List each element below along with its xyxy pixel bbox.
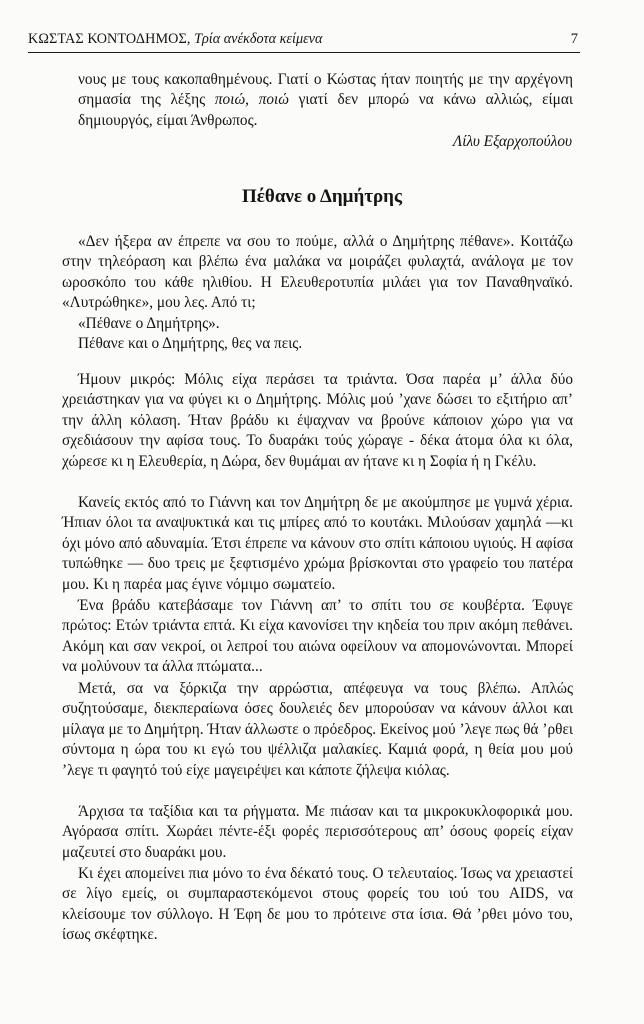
opening-paragraph: Πέθανε και ο Δημήτρης, θες να πεις. (78, 335, 303, 352)
running-header (28, 30, 580, 53)
intro-signature: Λίλυ Εξαρχοπούλου (452, 133, 572, 150)
page-number: 7 (570, 31, 578, 47)
intro-italic-word-1: ποιώ (214, 91, 246, 109)
intro-paragraph (78, 70, 573, 131)
header-author: ΚΩΣΤΑΣ ΚΟΝΤΟΔΗΜΟΣ, (28, 31, 191, 47)
opening-paragraph: «Πέθανε ο Δημήτρης». (78, 315, 220, 332)
intro-text-3: γιατί δεν μπορώ να κάνω αλλιώς, είμαι δημιουργός, είμαι Άνθρωπος. (78, 91, 573, 129)
body-paragraph: Άρχισα τα ταξίδια και τα ρήγματα. Με πιάσαν και τα μικροκυκλοφορικά μου. Αγόρασα σπίτι. Χωράει πέντε-έξι φορές περισσότερους απ’ όσους φορείς είχαν μαζευτεί στο δυαράκι μου. (62, 803, 573, 861)
intro-italic-word-2: ποιώ (258, 91, 289, 109)
body-paragraph: Ένα βράδυ κατεβάσαμε τον Γιάννη απ’ το σπίτι του σε κουβέρτα. Έφυγε πρώτος: Ετών τριάντα επτά. Κι είχα κανονίσει την κηδεία του πριν ακόμη πεθάνει. Ακόμη και σαν νεκροί, οι λεπροί του αιώνα οφείλουν να απομονώνονται. Μπορεί να μολύνουν τα άλλα πτώματα... (62, 597, 573, 676)
body-paragraph: Κι έχει απομείνει πια μόνο το ένα δέκατό τους. Ο τελευταίος. Ίσως να χρειαστεί σε λίγο εμείς, οι συμπαραστεκόμενοι στους φορείς του ιού του AIDS, να κλείσουμε τον σύλλογο. Η Έφη δε μου το πρότεινε στα ίσια. Θά ’ρθει μόνο του, ίσως σκέφτηκε. (62, 865, 573, 944)
chapter-title: Πέθανε ο Δημήτρης (242, 186, 402, 207)
intro-text-1: νους με τους κακοπαθημένους. Γιατί ο Κώστας ήταν ποιητής με την αρχέγονη σημασία της λέξης (78, 71, 573, 109)
body-paragraph: Κανείς εκτός από το Γιάννη και τον Δημήτρη δε με ακούμπησε με γυμνά χέρια. Ήπιαν όλοι τα αναψυκτικά και τις μπίρες από το κουτάκι. Μιλούσαν χαμηλά —κι όχι μόνο από αδυναμία. Έτσι έπρεπε να κάνουν στο σπίτι κάποιου υγιούς. Η αφίσα τυπώθηκε — δυο τρεις με ξεφτισμένο χρώμα βρίσκονται στο γραφείο του πατέρα μου. Κι η παρέα μας έγινε νόμιμο σωματείο. (62, 494, 573, 593)
opening-paragraph: «Δεν ήξερα αν έπρεπε να σου το πούμε, αλλά ο Δημήτρης πέθανε». Κοιτάζω στην τηλεόραση και βλέπω ένα μαλάκα να μοιράζει φυλαχτά, ανάλογα με τον ωροσκόπο του κάθε ηλιθίου. Η Ελευθεροτυπία μιλάει για τον Παναθηναϊκό. «Λυτρώθηκε», μου λες. Από τι; (62, 233, 573, 312)
header-book-title: Τρία ανέκδοτα κείμενα (194, 31, 323, 47)
intro-text-2: , (245, 91, 259, 109)
body-paragraph: Ήμουν μικρός: Μόλις είχα περάσει τα τριάντα. Όσα παρέα μ’ άλλα δύο χρειάστηκαν για να φύγει κι ο Δημήτρης. Μόλις μού ’χανε δώσει το εξιτήριο απ’ την άλλη κόλαση. Ήταν βράδυ κι έψαχναν να βρούνε κάποιον χώρο για να σχεδιάσουν την αφίσα τους. Το δυαράκι τούς χώραγε - δέκα άτομα όλα κι όλα, χώρεσε κι η Ελευθερία, η Δώρα, δεν θυμάμαι αν ήτανε κι η Σοφία ή η Γκέλυ. (62, 371, 573, 470)
body-paragraph: Μετά, σα να ξόρκιζα την αρρώστια, απέφευγα να τους βλέπω. Απλώς συζητούσαμε, διεκπεραίωνα όσες δουλειές δεν μπορούσαν να κάνουν άλλοι και μίλαγα με το Δημήτρη. Ήταν άλλωστε ο πρόεδρος. Εκείνος μού ’λεγε πως θά ’ρθει σύντομα η ώρα του κι εγώ του ψέλλιζα μαλακίες. Καμιά φορά, η θεία μου μού ’λεγε τι φαγητό τού είχε μαγειρέψει και κάποτε ζήλεψα κιόλας. (62, 680, 573, 779)
